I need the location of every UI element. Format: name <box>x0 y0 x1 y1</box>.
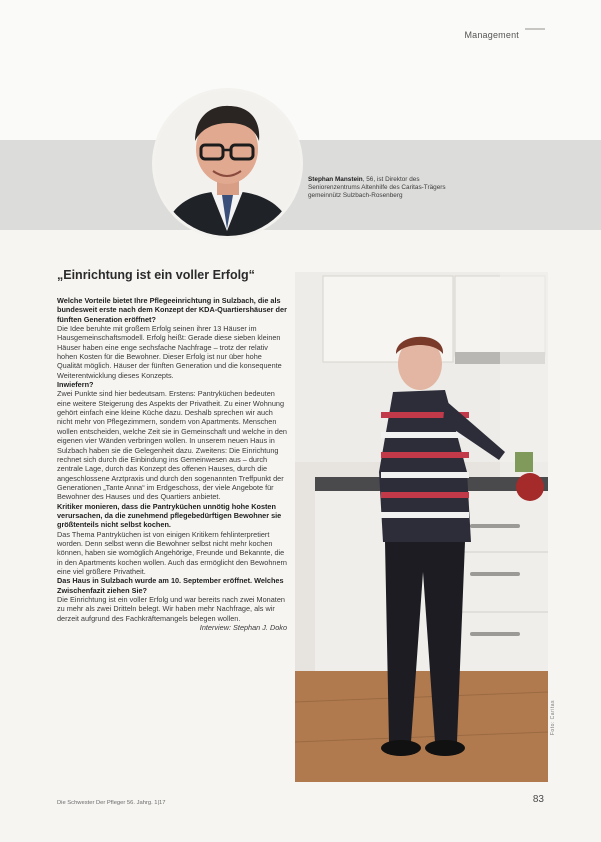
page-number: 83 <box>532 794 544 805</box>
portrait-caption <box>308 176 468 201</box>
article-headline: „Einrichtung ist ein voller Erfolg“ <box>57 268 255 282</box>
portrait-illustration <box>155 91 300 236</box>
kitchen-illustration <box>295 272 548 782</box>
answer-1: Die Idee beruhte mit großem Erfolg seinen ihrer 13 Häuser im Hausgemeinschaftsmodell. Erfolg heißt: Gerade diese sieben kleinen Häuser haben eine enge sechsfache Nachfrage – trotz der relativ hohen Kosten für die Bewohner. Dieser Erfolg ist nur über hohe Qualität möglich. Häuser der fünften Generation und die konsequente Weiterentwicklung dieses Konzepts. <box>57 324 282 380</box>
question-3: Kritiker monieren, dass die Pantryküchen unnötig hohe Kosten verursachen, da die zunehmend pflegebedürftigen Bewohner sie größtenteils nicht selbst kochen. <box>57 501 282 530</box>
answer-4: Die Einrichtung ist ein voller Erfolg und war bereits nach zwei Monaten zu mehr als zwei Dritteln belegt. Wir haben mehr Nachfrage, als wir derzeit aufgrund des Fachkräftemangels belegen wollen. <box>57 595 285 623</box>
answer-3: Das Thema Pantryküchen ist von einigen Kritikern fehlinterpretiert worden. Denn selbst wenn die Bewohner selbst nicht mehr kochen können, haben sie womöglich Angehörige, Freunde und Bekannte, die in den Apartments kochen wollen. Auch das ermöglicht den Bewohnern eine viel größere Privatheit. <box>57 529 287 576</box>
page-top-area <box>0 0 601 140</box>
question-2: Inwiefern? <box>57 380 94 390</box>
section-label: Management <box>464 30 519 40</box>
portrait-name: Stephan Manstein <box>308 176 363 183</box>
interview-signature: Interview: Stephan J. Doko <box>199 623 287 633</box>
section-label-bar <box>525 28 545 30</box>
kitchen-photo <box>295 272 548 782</box>
answer-2: Zwei Punkte sind hier bedeutsam. Erstens: Pantryküchen bedeuten eine weitere Steigerung des Aspekts der Privatheit. Zu einer Wohnung gehört einfach eine kleine Küche dazu. Deshalb sprechen wir auch nicht mehr von Pflegezimmern, sondern von Apartments. Menschen wollen entscheiden, welche Zeit sie in Gemeinschaft und welche in den eigenen vier Wänden verbringen wollen. In unserem neuen Haus in Sulzbach haben sie die Gelegenheit dazu. Zweitens: Die Einrichtung rechnet sich durch die Einbindung ins Gemeinwesen aus – durch zentrale Lage, durch das Konzept des offenen Hauses, durch die angeschlossene Arztpraxis und durch den sogenannten Treffpunkt der Generationen „Tante Anna“ im Erdgeschoss, der viele Angebote für Bewohner des Hauses und des Quartiers anbietet. <box>57 389 287 502</box>
portrait-photo <box>152 88 303 239</box>
article-body <box>57 296 287 632</box>
photo-credit: Foto: Caritas <box>550 700 556 736</box>
question-4: Das Haus in Sulzbach wurde am 10. September eröffnet. Welches Zwischenfazit ziehen Sie? <box>57 576 284 595</box>
question-1: Welche Vorteile bietet Ihre Pflegeeinrichtung in Sulzbach, die als bundesweit erste nach dem Konzept der KDA-Quartiershäuser der fünften Generation eröffnet? <box>57 296 287 324</box>
footer-source: Die Schwester Der Pfleger 56. Jahrg. 1|17 <box>57 800 166 806</box>
portrait-caption-text: , 56, ist Direktor des Seniorenzentrums Altenhilfe des Caritas-Trägers gemeinnütz Sulzbach-Rosenberg <box>308 176 446 200</box>
